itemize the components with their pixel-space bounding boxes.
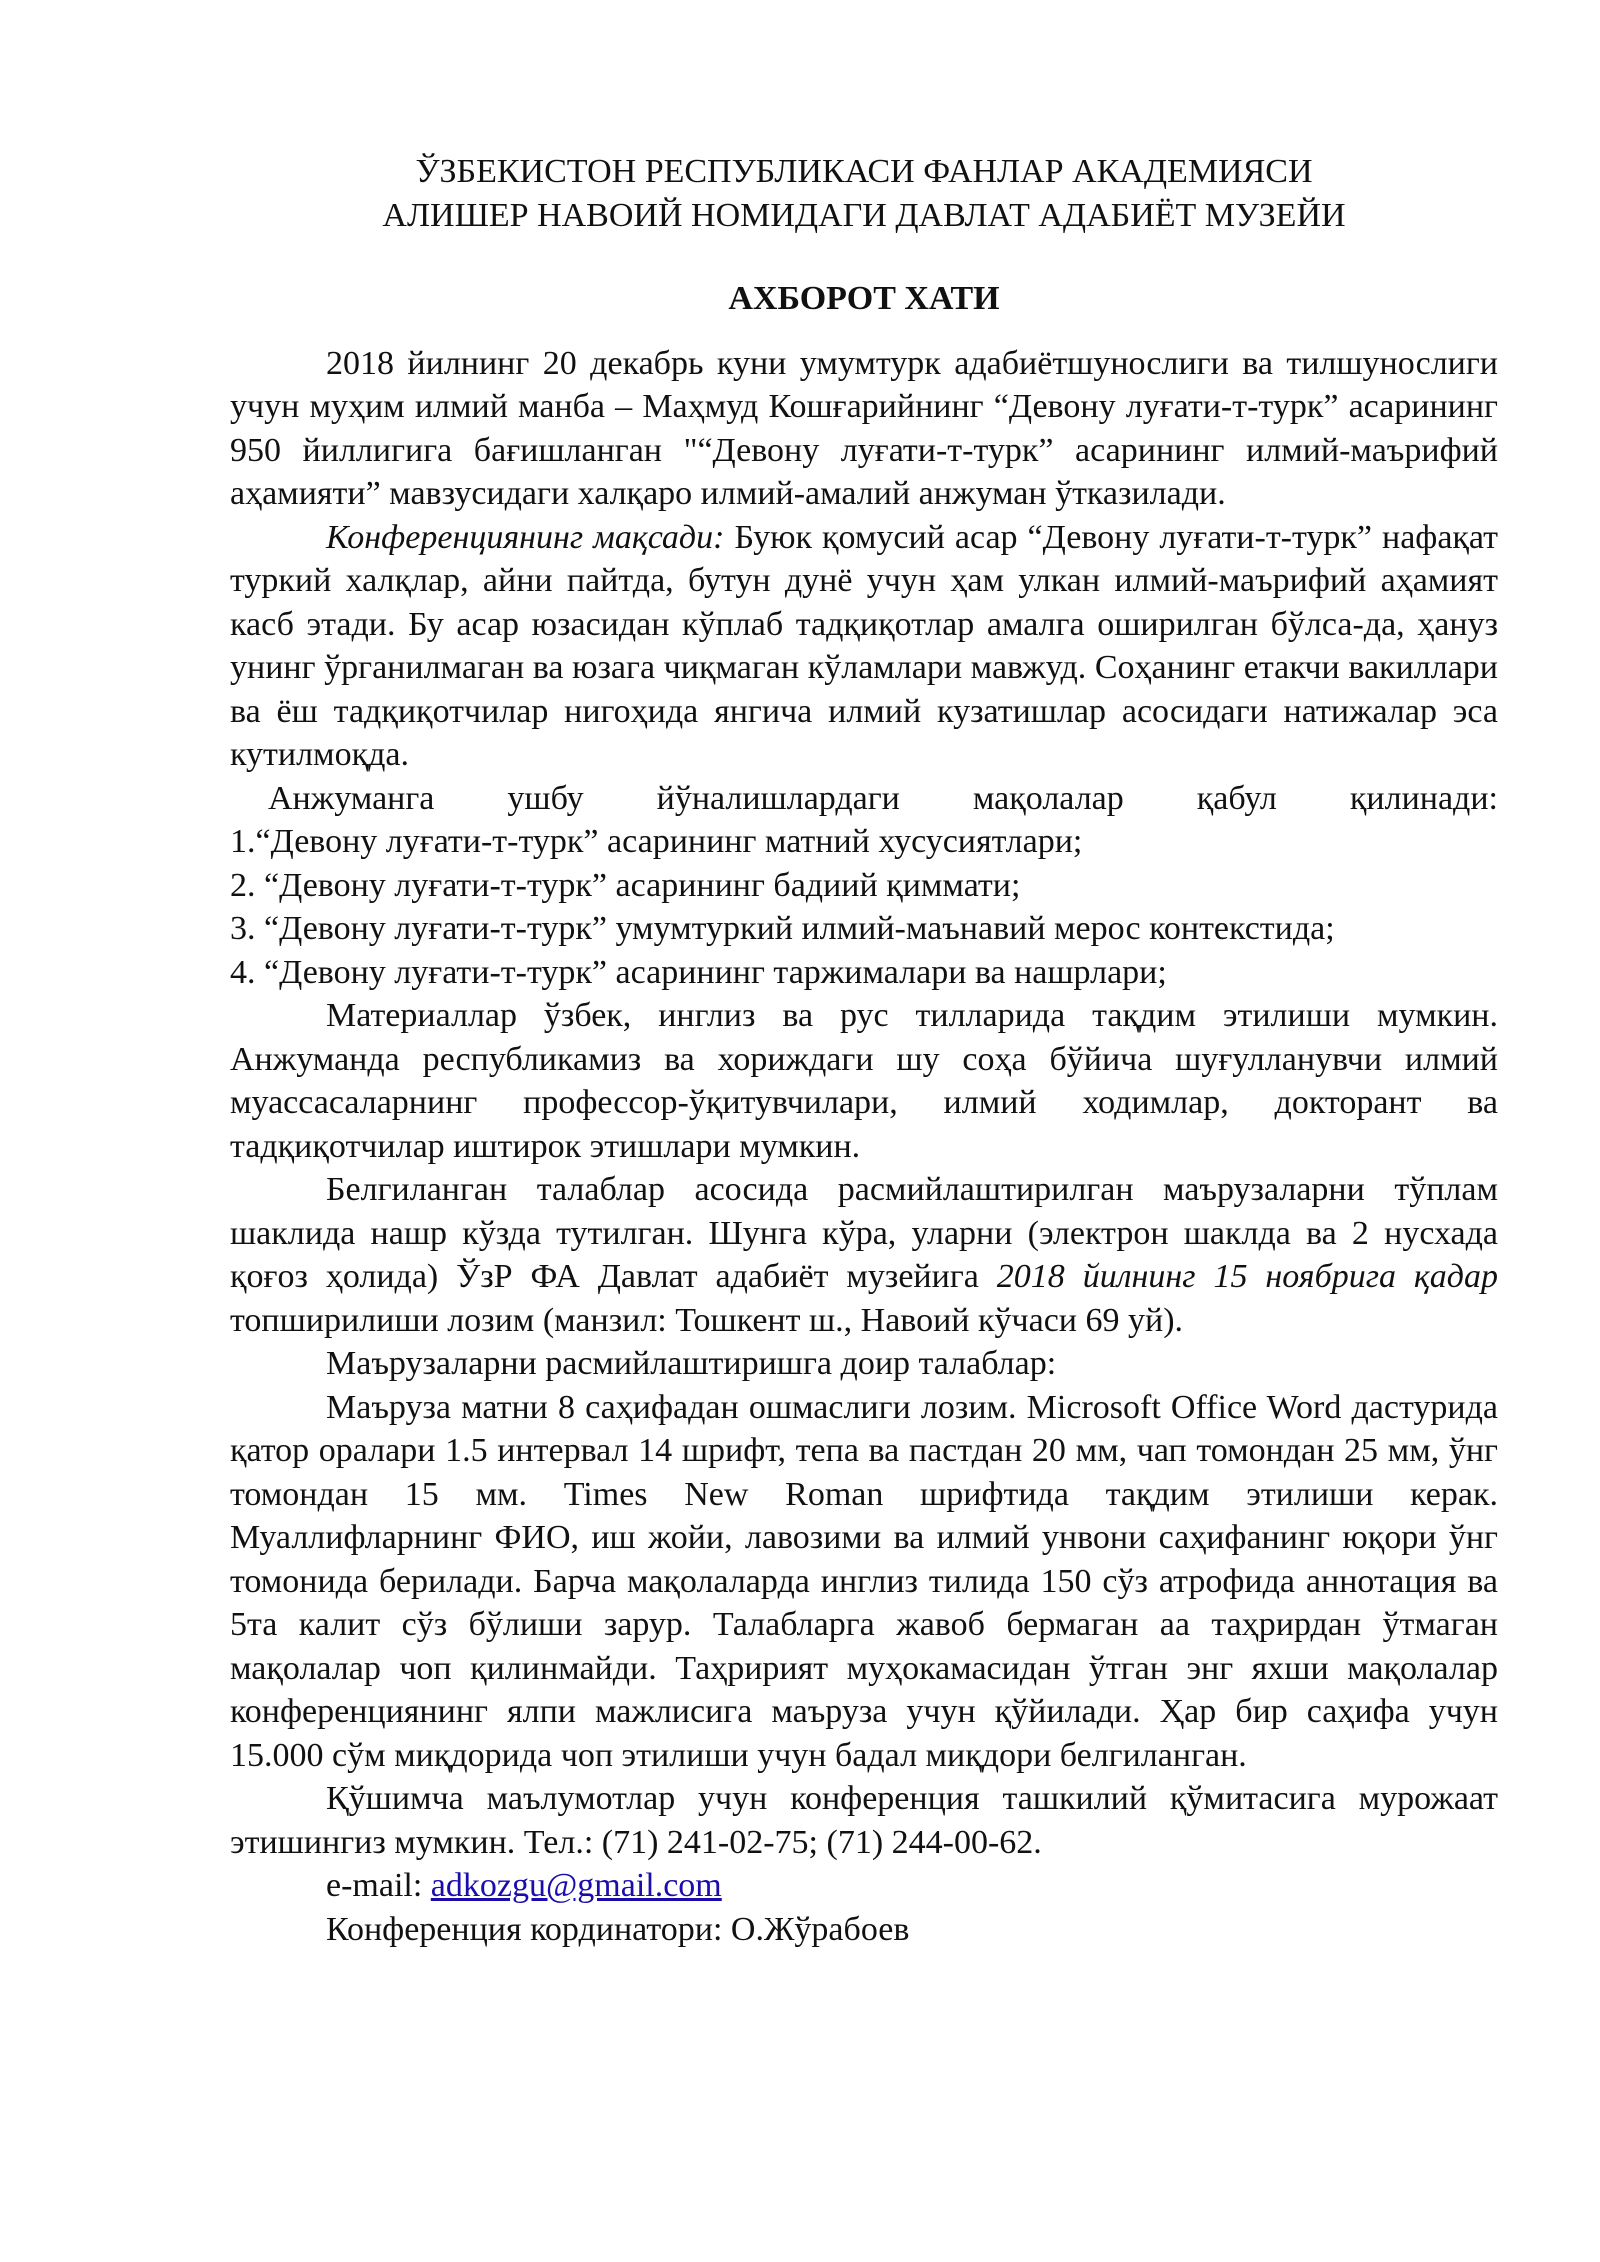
goal-label: Конференциянинг мақсади: xyxy=(326,518,725,556)
intro-paragraph: 2018 йилнинг 20 декабрь куни умумтурк адабиётшунослиги ва тилшунослиги учун муҳим илмий манба – Маҳмуд Кошғарийнинг “Девону луғати-т-турк” асарининг 950 йиллигига бағишланган "“Девону луғати-т-турк” асарининг илмий-маърифий аҳамияти” мавзусидаги халқаро илмий-амалий анжуман ўтказилади. xyxy=(230,344,1498,512)
directions-list xyxy=(230,820,1498,994)
submission-text-1: Белгиланган талаблар асосида расмийлаштирилган маърузаларни тўплам шаклида нашр кўзда тутилган. Шунга кўра, уларни (электрон шаклда ва 2 нусхада қоғоз ҳолида) ЎзР ФА Давлат адабиёт музейига xyxy=(230,1171,1498,1295)
organization-line-2: АЛИШЕР НАВОИЙ НОМИДАГИ ДАВЛАТ АДАБИЁТ МУЗЕЙИ xyxy=(382,196,1346,234)
direction-item: 4. “Девону луғати-т-турк” асарининг таржималари ва нашрлари; xyxy=(230,953,1167,991)
submission-text-2: топширилиши лозим (манзил: Тошкент ш., Навоий кўчаси 69 уй). xyxy=(230,1301,1184,1339)
email-label: e-mail: xyxy=(326,1867,431,1904)
languages-paragraph: Материаллар ўзбек, инглиз ва рус тилларида тақдим этилиши мумкин. Анжуманда республикамиз ва хориждаги шу соҳа бўйича шуғулланувчи илмий муассасаларнинг профессор-ўқитувчилари, илмий ходимлар, докторант ва тадқиқотчилар иштирок этишлари мумкин. xyxy=(230,997,1498,1165)
submission-deadline: 2018 йилнинг 15 ноябрига қадар xyxy=(996,1258,1499,1295)
email-line xyxy=(230,1864,1498,1908)
contact-paragraph: Қўшимча маълумотлар учун конференция ташкилий қўмитасига мурожаат этишингиз мумкин. Тел.: (71) 241-02-75; (71) 244-00-62. xyxy=(230,1780,1498,1861)
direction-item: 1.“Девону луғати-т-турк” асарининг матний хусусиятлари; xyxy=(230,823,1083,860)
document-header xyxy=(230,150,1498,237)
goal-text: Буюк қомусий асар “Девону луғати-т-турк” нафақат туркий халқлар, айни пайтда, бутун дунё учун ҳам улкан илмий-маърифий аҳамият касб этади. Бу асар юзасидан кўплаб тадқиқотлар амалга оширилган бўлса-да, ҳануз унинг ўрганилмаган ва юзага чиқмаган кўламлари мавжуд. Соҳанинг етакчи вакиллари ва ёш тадқиқотчилар нигоҳида янгича илмий кузатишлар асосидаги натижалар эса кутилмоқда. xyxy=(230,518,1498,773)
document-title: АХБОРОТ ХАТИ xyxy=(728,280,1000,317)
direction-item: 2. “Девону луғати-т-турк” асарининг бадиий қиммати; xyxy=(230,866,1021,904)
organization-line-1: ЎЗБЕКИСТОН РЕСПУБЛИКАСИ ФАНЛАР АКАДЕМИЯСИ xyxy=(415,153,1313,190)
submission-paragraph xyxy=(230,1168,1498,1342)
requirements-paragraph: Маъруза матни 8 саҳифадан ошмаслиги лозим. Microsoft Office Word дастурида қатор оралари 1.5 интервал 14 шрифт, тепа ва пастдан 20 мм, чап томондан 25 мм, ўнг томондан 15 мм. Times New Roman шрифтида тақдим этилиши керак. Муаллифларнинг ФИО, иш жойи, лавозими ва илмий унвони саҳифанинг юқори ўнг томонида берилади. Барча мақолаларда инглиз тилида 150 сўз атрофида аннотация ва 5та калит сўз бўлиши зарур. Талабларга жавоб бермаган аа таҳрирдан ўтмаган мақолалар чоп қилинмайди. Таҳририят муҳокамасидан ўтган энг яхши мақолалар конференциянинг ялпи мажлисига маъруза учун қўйилади. Ҳар бир саҳифа учун 15.000 сўм миқдорида чоп этилиши учун бадал миқдори белгиланган. xyxy=(230,1388,1498,1774)
direction-item: 3. “Девону луғати-т-турк” умумтуркий илмий-маънавий мерос контекстида; xyxy=(230,910,1335,947)
requirements-heading: Маърузаларни расмийлаштиришга доир талаблар: xyxy=(326,1345,1057,1382)
document-page xyxy=(230,150,1498,1951)
directions-intro: Анжуманга ушбу йўналишлардаги мақолалар қабул қилинади: xyxy=(268,779,1498,817)
coordinator-line: Конференция кординатори: О.Жўрабоев xyxy=(326,1910,910,1948)
goal-paragraph xyxy=(230,516,1498,777)
email-link[interactable]: adkozgu@gmail.com xyxy=(430,1867,722,1904)
